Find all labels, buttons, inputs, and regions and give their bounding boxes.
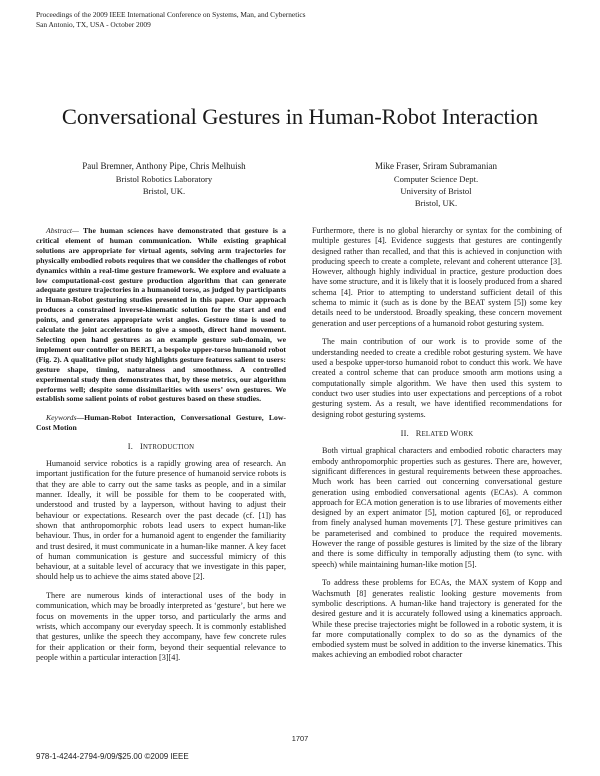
section-rest-2: ORK (458, 431, 474, 439)
isbn-copyright: 978-1-4244-2794-9/09/$25.00 ©2009 IEEE (36, 752, 189, 761)
conference-name: Proceedings of the 2009 IEEE International Conference on Systems, Man, and Cybernetics (36, 10, 306, 19)
paper-title: Conversational Gestures in Human-Robot Interaction (61, 104, 539, 129)
related-paragraph-1: Both virtual graphical characters and embodied robotic characters may embody anthropomorphic properties such as gestures. There are, however, significant differences in gestural requirements between these approaches. Much work has been carried out concerning conversational gesture generation using embodied conversational agents (ECAs). A common approach for ECA motion generation is to use libraries of movements either designed by an expert animator [5], motion captured [6], or reproduced from finely analysed human movements [7]. These gesture primitives can be parameterised and combined to produce the required movements. However the range of possible gestures is limited by the size of the library and there is some difficulty in temporally adjusting them (to sync. with speech) while maintaining human-like motion [5]. (312, 446, 562, 569)
left-column (36, 226, 286, 672)
author-university-right: University of Bristol (400, 186, 472, 196)
abstract (36, 226, 286, 404)
author-location-right: Bristol, UK. (414, 198, 458, 208)
author-affiliation-left: Bristol Robotics Laboratory (115, 174, 213, 184)
right-column (312, 226, 562, 669)
section-rest: ELATED (421, 431, 451, 439)
section-numeral: II. (400, 429, 409, 439)
section-initial-2: W (450, 429, 459, 439)
keywords-text: —Human-Robot Interaction, Conversational Gesture, Low-Cost Motion (36, 412, 286, 432)
conference-header (36, 10, 305, 30)
author-department-right: Computer Science Dept. (393, 174, 479, 184)
intro-paragraph-3: Furthermore, there is no global hierarchy or syntax for the combining of multiple gestures [4]. Evidence suggests that gestures are contingently designed rather than recalled, and that this is achieved in conjunction with producing speech to create a complete, relevant and coherent utterance [3]. However, although highly individual in practice, gesture production does have some structure, and it is likely that it is loosely produced from a shared schema [4]. Prior to attempting to understand sufficient detail of this schema to mimic it (such as is done by the BEAT system [5]) some key details need to be understood. Broadly speaking, these concern movement generation and user perceptions of a humanoid robot gesturing system. (312, 226, 562, 328)
intro-paragraph-1: Humanoid service robotics is a rapidly growing area of research. An important justification for the future presence of humanoid service robots is that they are able to carry out the same tasks as people, and in a similar manner. Ideally, it will be possible for them to be cooperated with, understood and trusted by a layperson, without having to adjust their behaviour or expectations. Research over the past decade (cf. [1]) has shown that anthropomorphic robots lead users to expect human-like behaviour. Thus, in order for a humanoid agent to engender the familiarity and trust desired, it must communicate in a human-like manner. A key facet of human communication is gesture and successful mimicry of this behaviour, at a suitable level of accuracy that we investigate in this paper, should help us to achieve the aims stated above [2]. (36, 459, 286, 582)
conference-location: San Antonio, TX, USA - October 2009 (36, 20, 151, 29)
section-numeral: I. (127, 442, 134, 452)
author-names-right: Mike Fraser, Sriram Subramanian (374, 161, 498, 171)
intro-paragraph-4: The main contribution of our work is to provide some of the understanding needed to create a credible robot gesturing system. We have used a bespoke upper-torso humanoid robot to conduct this work. We have created a control scheme that can produce smooth arm motions using a computationally simple algorithm. We have then used this system to conduct two user studies into user expectations and perceptions of a robot gesturing system. As a result, we have identified recommendations for designing robot gesturing systems. (312, 337, 562, 419)
intro-paragraph-2: There are numerous kinds of interactional uses of the body in communication, which may be broadly interpreted as ‘gesture’, but here we focus on movements in the upper torso, and particularly the arms and wrists, which accompany our everyday speech. It is commonly established that gestures, unlike the speech they accompany, have few concrete rules for their application or their form, beyond their sequential relevance to people within a particular interaction [3][4]. (36, 591, 286, 662)
section-heading-introduction (36, 441, 286, 453)
author-names-left: Paul Bremner, Anthony Pipe, Chris Melhuish (82, 161, 246, 171)
abstract-lead: Abstract— (46, 226, 79, 235)
author-block-left (40, 160, 288, 197)
related-paragraph-2: To address these problems for ECAs, the MAX system of Kopp and Wachsmuth [8] generates realistic looking gesture movements from symbolic descriptions. A human-like hand trajectory is generated for the desired gesture and it is accurately followed using a kinematics approach. While these precise trajectories might be followed in a robotic system, it is far more computationally complex to do so as the dynamics of the embodied system must be solved in addition to the inverse kinematics. This makes achieving an embodied robot character (312, 578, 562, 660)
section-rest: NTRODUCTION (142, 444, 195, 452)
author-location-left: Bristol, UK. (142, 186, 186, 196)
section-initial: R (415, 429, 422, 439)
abstract-text: The human sciences have demonstrated that gesture is a critical element of human communication. While existing graphical solutions are appropriate for virtual agents, solving arm trajectories for physically embodied robots requires that we consider the challenges of robot dynamics within a real-time gesture framework. We explore and evaluate a low computational-cost gesture production algorithm that can generate adequate gesture trajectories in a humanoid torso, as judged by participants in Human-Robot gesturing studies presented in this paper. Our approach produces a constrained inverse-kinematic solution for the start and end points, and generates appropriate wrist angles. Gesture time is used to calculate the joint accelerations to give a smooth, direct hand movement. Selecting open hand gestures as an example gesture sub-domain, we implement our controller on BERTI, a bespoke upper-torso humanoid robot (Fig. 2). A qualitative pilot study highlights gesture features salient to users: gesture shape, timing, naturalness and smoothness. A controlled experimental study then demonstrates that, by these metrics, our algorithm performs well; despite some dissimilarities with users’ own gestures. We establish some salient points of robot gestures based on these studies. (36, 226, 286, 404)
keywords-lead: Keywords (46, 412, 77, 422)
section-initial: I (139, 442, 143, 452)
keywords (36, 413, 286, 433)
section-heading-related-work (312, 428, 562, 440)
author-block-right (312, 160, 560, 209)
page-number: 1707 (291, 734, 309, 743)
